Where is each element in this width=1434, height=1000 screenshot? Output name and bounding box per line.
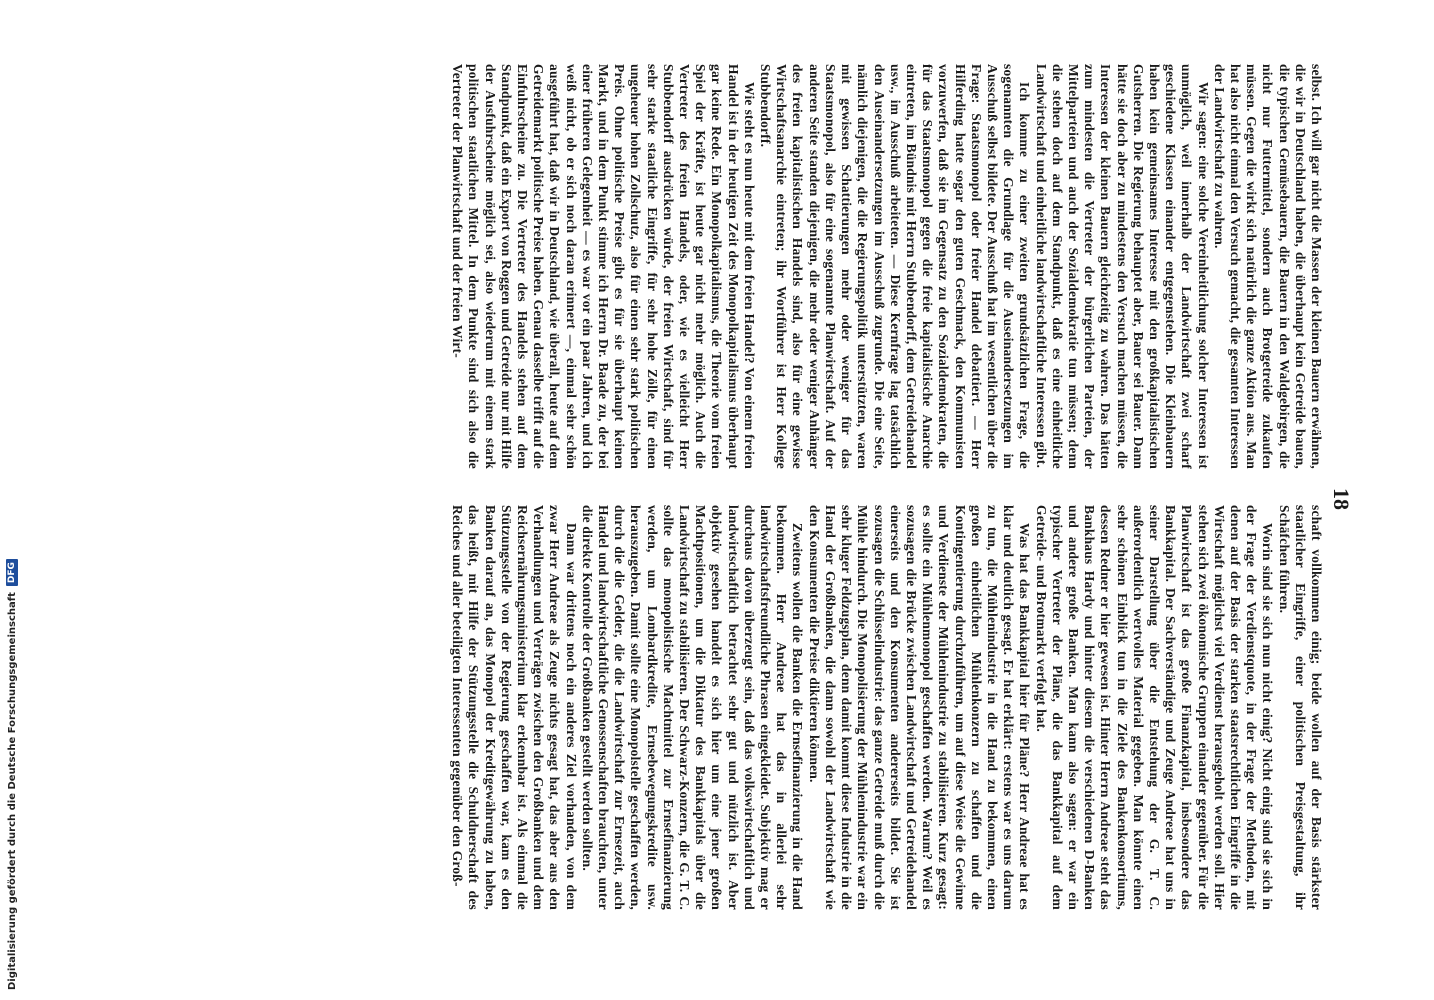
dfg-logo: DFG xyxy=(6,559,18,586)
paragraph: Wir sagen: eine solche Vereinheitlichung solcher Interessen ist unmöglich, weil innerhalb der Landwirtschaft zwei scharf geschiedene Klassen einander entgegenstehen. Die Kleinbauern haben kein gemeinsames Interesse mit den großkapitalistischen Gutsherren. Die Regierung behauptet aber, Bauer sei Bauer. Dann hätte sie doch aber zu mindestens den Versuch machen müssen, die Interessen der kleinen Bauern gleichzeitig zu wahren. Das hätten zum mindesten die Vertreter der bürgerlichen Parteien, der Mittelparteien und auch der Sozialdemokratie tun müssen; denn die stehen doch auf dem Standpunkt, daß es eine einheitliche Landwirtschaft und einheitliche landwirtschaftliche Interessen gibt. xyxy=(1033,64,1211,469)
left-text-column xyxy=(84,64,1324,469)
page-number: 18 xyxy=(1329,488,1354,510)
digitization-footer xyxy=(0,0,26,1000)
paragraph: selbst. Ich will gar nicht die Massen der kleinen Bauern erwähnen, die wir in Deutschland haben, die überhaupt kein Getreide bauen, die typischen Gemüsebauern, die Bauern in den Waldgebirgen, die nicht nur Futtermittel, sondern auch Brotgetreide zukaufen müssen. Gegen die wirkt sich natürlich die ganze Aktion aus. Man hat also nicht einmal den Versuch gemacht, die gesamten Interessen der Landwirtschaft zu wahren. xyxy=(1211,64,1324,469)
paragraph: Zweitens wollen die Banken die Ernsefinanzierung in die Hand bekommen. Herr Andreae hat das in allerlei sehr landwirtschaftsfreundliche Phrasen eingekleidet. Subjektiv mag er durchaus davon überzeugt sein, daß das volkswirtschaftlich und landwirtschaftlich betrachtet sehr gut und nützlich ist. Aber objektiv gesehen handelt es sich hier um eine jener großen Machtpositionen, um die Diktatur des Bankkapitals über die Landwirtschaft zu stabilisieren. Der Schwarz-Konzern, die G. T. C. sollte das monopolistische Machtmittel zur Ernsefinanzierung werden, um Lombardkredite, Ernsebewegungskredite usw. herauszugeben. Damit sollte eine Monopolstelle geschaffen werden, durch die die Gelder, die die Landwirtschaft zur Ernsezeit, auch Handel und landwirtschaftliche Genossenschaften brauchten, unter die direkte Kontrolle der Großbanken gestellt werden sollten. xyxy=(579,505,806,910)
right-text-column xyxy=(84,505,1324,910)
paragraph: Wie steht es nun heute mit dem freien Handel? Von einem freien Handel ist in der heutigen Zeit des Monopolkapitalismus überhaupt gar keine Rede. Ein Monopolkapitalismus, die Theorie vom freien Spiel der Kräfte, ist heute gar nicht mehr möglich. Auch die Vertreter des freien Handels, oder, wie es vielleicht Herr Stubbendorff ausdrücken würde, der freien Wirtschaft, sind für sehr starke staatliche Eingriffe, für sehr hohe Zölle, für einen ungeheuer hohen Zollschutz, also für einen sehr stark politischen Preis. Ohne politische Preise gibt es für sie überhaupt keinen Markt, und in dem Punkt stimme ich Herrn Dr. Baade zu, der bei einer früheren Gelegenheit — es war vor ein paar Jahren, und ich weiß nicht, ob er sich noch daran erinnert —, einmal sehr schön ausgeführt hat, daß wir in Deutschland, wie überall, heute auf dem Getreidemarkt politische Preise haben. Genau dasselbe trifft auf die Einfuhrscheine zu. Die Vertreter des Handels stehen auf dem Standpunkt, daß ein Export von Roggen und Getreide nur mit Hilfe der Ausfuhrscheine möglich sei, also wiederum mit einem stark politischen staatlichen Mittel. In dem Punkte sind sich also die Vertreter der Planwirtschaft und der freien Wirt- xyxy=(450,64,757,469)
footer-text: Digitalisierung gefördert durch die Deutsche Forschungsgemeinschaft xyxy=(6,592,18,990)
paragraph: Ich komme zu einer zweiten grundsätzlichen Frage, die sogenannten die Grundlage für die Auseinandersetzungen im Ausschuß selbst bildete. Der Ausschuß hat im wesentlichen über die Frage: Staatsmonopol oder freier Handel debattiert. — Herr Hilferding hatte sogar den guten Geschmack, den Kommunisten vorzuwerfen, daß sie im Gegensatz zu den Sozialdemokraten, die für das Staatsmonopol gegen die freie kapitalistische Anarchie eintreten, im Bündnis mit Herrn Stubbendorff, dem Getreidehandel usw., im Ausschuß arbeiteten. — Diese Kernfrage lag tatsächlich den Auseinandersetzungen im Ausschuß zugrunde. Die eine Seite, nämlich diejenigen, die die Regierungspolitik unterstützten, waren mit gewissen Schattierungen mehr oder weniger für das Staatsmonopol, also für eine sogenannte Planwirtschaft. Auf der anderen Seite standen diejenigen, die mehr oder weniger Anhänger des freien kapitalistischen Handels sind, also für eine gewisse Wirtschaftsanarchie eintreten; ihr Wortführer ist Herr Kollege Stubbendorff. xyxy=(758,64,1033,469)
paragraph: schaft vollkommen einig; beide wollen auf der Basis stärkster staatlicher Eingriffe, einer politischen Preisgestaltung, ihr Schäfchen führen. xyxy=(1276,505,1324,910)
paragraph: Dann war drittens noch ein anderes Ziel vorhanden, von dem zwar Herr Andreae als Zeuge nichts gesagt hat, das aber aus den Verhandlungen und Verträgen zwischen den Großbanken und dem Reichsernährungsministerium klar erkennbar ist. Als einmal die Stützungsstelle von der Regierung geschaffen war, kam es den Banken darauf an, das Monopol der Kreditgewährung zu haben, das heißt, mit Hilfe der Stützungsstelle die Schuldnerschaft des Reiches und aller beteiligten Interessenten gegenüber den Groß- xyxy=(450,505,579,910)
paragraph: Was hat das Bankkapital hier für Pläne? Herr Andreae hat es klar und deutlich gesagt. Er hat erklärt: erstens war es uns darum zu tun, die Mühlenindustrie in die Hand zu bekommen, einen großen einheitlichen Mühlenkonzern zu schaffen und die Kontingentierung durchzuführen, um auf diese Weise die Gewinne und Verdienste der Mühlenindustrie zu stabilisieren. Kurz gesagt: es sollte ein Mühlenmonopol geschaffen werden. Warum? Weil es sozusagen die Brücke zwischen Landwirtschaft und Getreidehandel einerseits und den Konsumenten andererseits bildet. Sie ist sozusagen die Schlüsselindustrie: das ganze Getreide muß durch die Mühle hindurch. Die Monopolisierung der Mühlenindustrie war ein sehr kluger Feldzugsplan, denn damit kommt diese Industrie in die Hand der Großbanken, die dann sowohl der Landwirtschaft wie den Konsumenten die Preise diktieren können. xyxy=(806,505,1033,910)
paragraph: Worin sind sie sich nun nicht einig? Nicht einig sind sie sich in der Frage der Verdienstquote, in der Frage der Methoden, mit denen auf der Basis der starken staatsrechtlichen Eingriffe in die Wirtschaft möglichst viel Verdienst herausgeholt werden soll. Hier stehen sich zwei ökonomische Gruppen einander gegenüber. Für die Planwirtschaft ist das große Finanzkapital, insbesondere das Bankkapital. Der Sachverständige und Zeuge Andreae hat uns in seiner Darstellung über die Entstehung der G. T. C. außerordentlich wertvolles Material gegeben. Man könnte einen sehr schönen Einblick tun in die Ziele des Bankenkonsortiums, dessen Redner er hier gewesen ist. Hinter Herrn Andreae steht das Bankhaus Hardy und hinter diesem die verschiedenen D-Banken und andere große Banken. Man kann also sagen: er war ein typischer Vertreter der Pläne, die das Bankkapital auf dem Getreide- und Brotmarkt verfolgt hat. xyxy=(1033,505,1276,910)
